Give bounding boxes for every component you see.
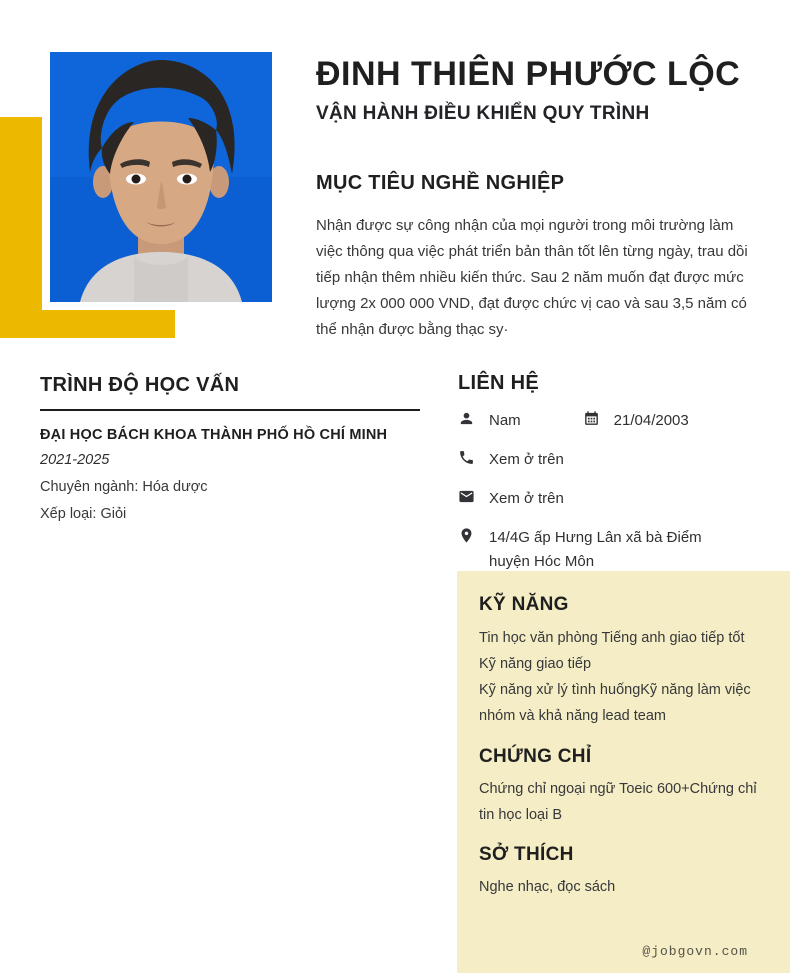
contact-email: Xem ở trên <box>489 490 564 507</box>
contact-rows <box>458 409 768 574</box>
skill-item: Kỹ năng giao tiếp <box>479 656 592 672</box>
education-years: 2021-2025 <box>40 452 110 468</box>
education-school: ĐẠI HỌC BÁCH KHOA THÀNH PHỐ HỒ CHÍ MINH <box>40 427 388 443</box>
education-rank: Xếp loại: Giỏi <box>40 506 127 522</box>
contact-row-email <box>458 487 768 511</box>
contact-row-phone <box>458 448 768 472</box>
phone-icon <box>458 449 475 466</box>
candidate-job-title: VẬN HÀNH ĐIỀU KHIỂN QUY TRÌNH <box>316 103 650 124</box>
education-major: Chuyên ngành: Hóa dược <box>40 479 208 495</box>
header-block <box>316 54 766 125</box>
email-icon <box>458 488 475 505</box>
side-panel <box>457 571 790 973</box>
education-section <box>40 374 420 522</box>
contact-heading: LIÊN HỆ <box>458 372 539 394</box>
certificates-body: Chứng chỉ ngoại ngữ Toeic 600+Chứng chỉ tin học loại B <box>479 781 757 823</box>
education-divider <box>40 409 420 411</box>
calendar-icon <box>583 410 600 427</box>
location-icon <box>458 527 475 544</box>
contact-row-address <box>458 526 768 574</box>
skills-heading: KỸ NĂNG <box>479 594 569 615</box>
accent-bar-vertical <box>0 117 42 338</box>
skill-item: Tin học văn phòng Tiếng anh giao tiếp tốt <box>479 630 745 646</box>
contact-section <box>458 372 768 589</box>
objective-heading: MỤC TIÊU NGHỀ NGHIỆP <box>316 172 565 194</box>
education-heading: TRÌNH ĐỘ HỌC VẤN <box>40 374 240 396</box>
contact-row-gender-dob <box>458 409 768 433</box>
objective-body: Nhận được sự công nhận của mọi người trong môi trường làm việc thông qua việc phát triển bản thân tốt lên từng ngày, trau dồi tiếp nhận thêm nhiều kiến thức. Sau 2 năm muốn đạt được mức lượng 2x 000 000 VND, đạt được chức vị cao và sau 3,5 năm có thể nhận được bằng thạc sy· <box>316 217 748 338</box>
accent-bar-horizontal <box>0 310 175 338</box>
hobbies-heading: SỞ THÍCH <box>479 844 574 865</box>
watermark: @jobgovn.com <box>642 944 748 959</box>
contact-phone: Xem ở trên <box>489 451 564 468</box>
contact-dob: 21/04/2003 <box>613 412 689 429</box>
skills-list <box>479 625 768 729</box>
portrait-illustration <box>50 52 272 302</box>
objective-section <box>316 172 752 343</box>
candidate-name: ĐINH THIÊN PHƯỚC LỘC <box>316 55 741 93</box>
contact-address: 14/4G ấp Hưng Lân xã bà Điểm huyện Hóc Môn <box>489 529 702 570</box>
skill-item: Kỹ năng xử lý tình huốngKỹ năng làm việc nhóm và khả năng lead team <box>479 682 751 724</box>
contact-gender: Nam <box>489 412 521 429</box>
profile-photo <box>50 52 272 302</box>
person-icon <box>458 410 475 427</box>
hobbies-body: Nghe nhạc, đọc sách <box>479 879 616 895</box>
contact-dob-pair <box>583 409 689 433</box>
certificates-heading: CHỨNG CHỈ <box>479 746 592 767</box>
